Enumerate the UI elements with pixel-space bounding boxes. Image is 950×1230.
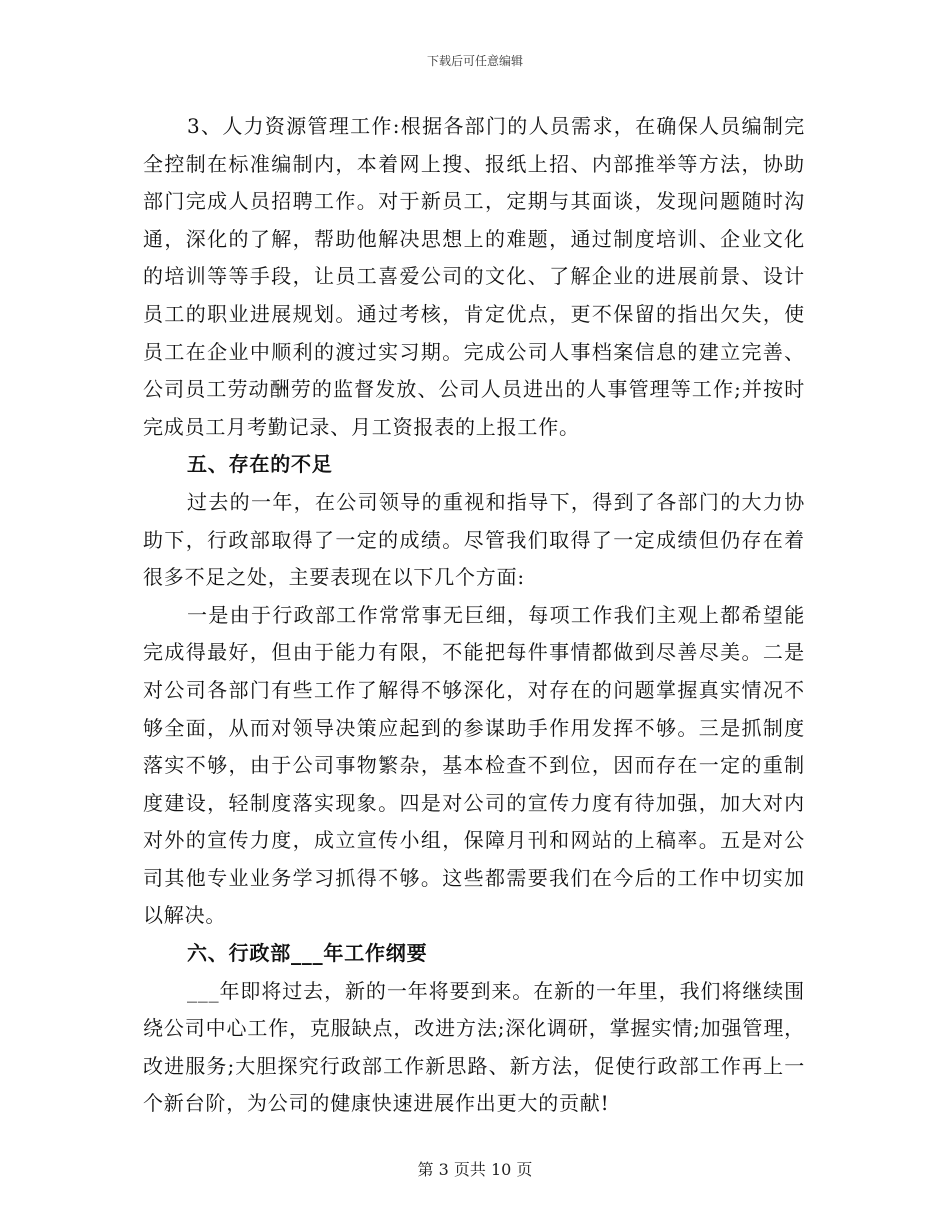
paragraph-work-outline: ___年即将过去，新的一年将要到来。在新的一年里，我们将继续围绕公司中心工作，克服缺点，改进方法;深化调研，掌握实情;加强管理，改进服务;大胆探究行政部工作新思路、新方法，促使行政部工作再上一个新台阶，为公司的健康快速进展作出更大的贡献!: [143, 978, 805, 1116]
page-footer: 第 3 页共 10 页: [417, 1160, 533, 1179]
section-heading-shortcomings: 五、存在的不足: [187, 452, 333, 477]
paragraph-shortcomings-intro: 过去的一年，在公司领导的重视和指导下，得到了各部门的大力协助下，行政部取得了一定的成绩。尽管我们取得了一定成绩但仍存在着很多不足之处，主要表现在以下几个方面:: [143, 489, 805, 590]
section-heading-work-outline: 六、行政部___年工作纲要: [187, 941, 428, 966]
paragraph-hr-management: 3、人力资源管理工作:根据各部门的人员需求，在确保人员编制完全控制在标准编制内，本着网上搜、报纸上招、内部推举等方法，协助部门完成人员招聘工作。对于新员工，定期与其面谈，发现问题随时沟通，深化的了解，帮助他解决思想上的难题，通过制度培训、企业文化的培训等等手段，让员工喜爱公司的文化、了解企业的进展前景、设计员工的职业进展规划。通过考核，肯定优点，更不保留的指出欠失，使员工在企业中顺利的渡过实习期。完成公司人事档案信息的建立完善、公司员工劳动酬劳的监督发放、公司人员进出的人事管理等工作;并按时完成员工月考勤记录、月工资报表的上报工作。: [143, 114, 805, 439]
paragraph-shortcomings-list: 一是由于行政部工作常常事无巨细，每项工作我们主观上都希望能完成得最好，但由于能力有限，不能把每件事情都做到尽善尽美。二是对公司各部门有些工作了解得不够深化，对存在的问题掌握真实情况不够全面，从而对领导决策应起到的参谋助手作用发挥不够。三是抓制度落实不够，由于公司事物繁杂，基本检查不到位，因而存在一定的重制度建设，轻制度落实现象。四是对公司的宣传力度有待加强，加大对内对外的宣传力度，成立宣传小组，保障月刊和网站的上稿率。五是对公司其他专业业务学习抓得不够。这些都需要我们在今后的工作中切实加以解决。: [143, 602, 805, 928]
header-note: 下载后可任意编辑: [426, 54, 523, 68]
document-body: [143, 108, 805, 1123]
